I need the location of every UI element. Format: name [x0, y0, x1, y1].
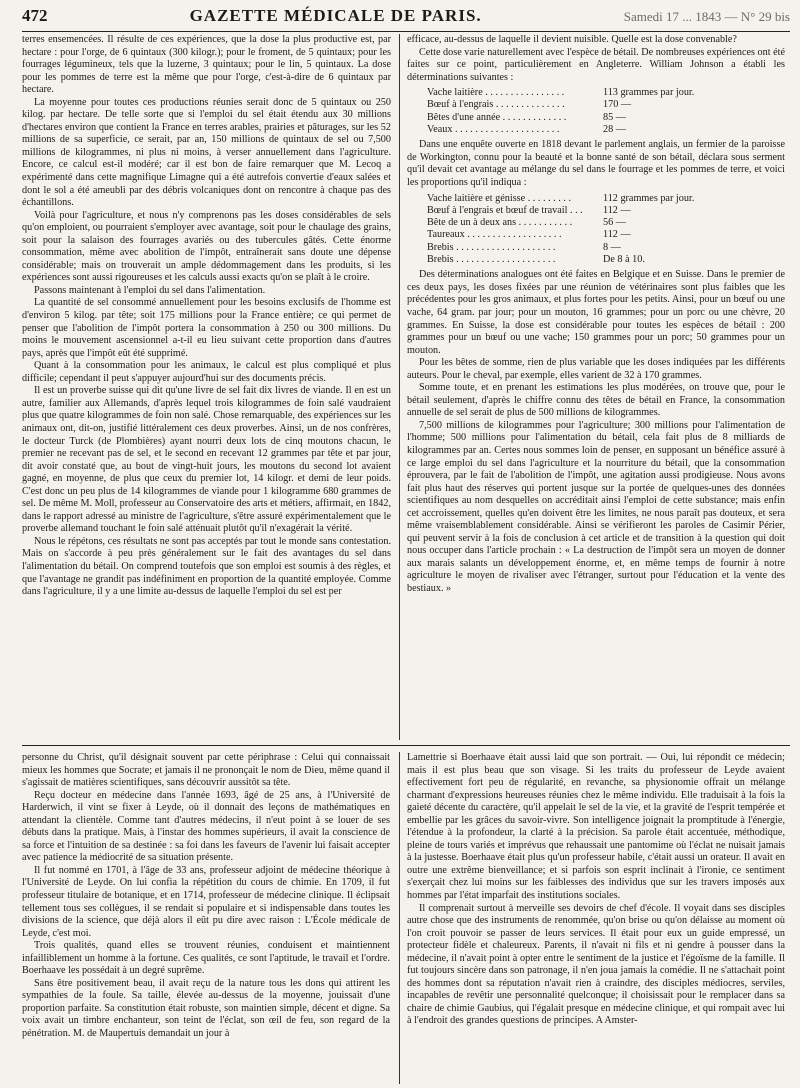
salt-dose-table-workington: [425, 193, 696, 267]
article-column-top-left: [22, 34, 391, 740]
table-cell: Bête de un à deux ans . . . . . . . . . . .: [427, 217, 573, 229]
table-cell: 112 —: [603, 204, 631, 216]
table-cell: 112 —: [603, 229, 631, 241]
table-cell: Bêtes d'une année . . . . . . . . . . . . .: [427, 111, 567, 123]
paragraph: Passons maintenant à l'emploi du sel dans l'alimentation.: [34, 284, 266, 296]
table-row: [425, 242, 696, 254]
paragraph: Quant à la consommation pour les animaux, le calcul est plus compliqué et plus difficile; cependant il peut s'appuyer aujourd'hui sur des documents précis.: [22, 360, 391, 384]
paragraph: Pour les bêtes de somme, rien de plus variable que les doses indiquées par les différents auteurs. Pour le cheval, par exemple, elles varient de 32 à 170 grammes.: [407, 357, 785, 381]
table-cell: 170 —: [603, 99, 632, 111]
table-cell: 28 —: [603, 124, 626, 136]
paragraph: Des déterminations analogues ont été faites en Belgique et en Suisse. Dans le premier de ces deux pays, les doses fixées par une réunion de vétérinaires sont plus faibles que les précédentes pour les gros animaux, et plus fortes pour les petits. Ainsi, pour un bœuf ou une vache, 64 gram. par jour; pour un mouton, 16 grammes; pour un porc ou une chèvre, 20 grammes. En Suisse, la dose est considérable pour toutes les espèces de bétail : 200 grammes pour un bœuf ou une vache; 150 grammes pour un porc; 50 grammes pour un mouton.: [407, 269, 785, 356]
journal-title: GAZETTE MÉDICALE DE PARIS.: [189, 6, 482, 25]
paragraph: Sans être positivement beau, il avait reçu de la nature tous les dons qui attirent les sympathies de la foule. Sa taille, élevée au-dessus de la moyenne, jouissait d'une proportion parfaite. Sa constitution était robuste, son maintien simple, décent et digne. Sa voix avait un timbre enchanteur, son teint de l'éclat, son œil de feu, son regard de la pénétration. M. de Maupertuis demandait un jour à: [22, 977, 390, 1040]
feuilleton-column-right: [407, 752, 785, 1086]
table-row: [425, 112, 696, 124]
table-cell: Bœuf à l'engrais . . . . . . . . . . . . . .: [427, 99, 565, 111]
page-number: 472: [22, 6, 48, 25]
table-cell: Brebis . . . . . . . . . . . . . . . . . . . .: [427, 254, 556, 266]
table-cell: Vache laitière . . . . . . . . . . . . . . . .: [427, 87, 565, 99]
paragraph: terres ensemencées. Il résulte de ces expériences, que la dose la plus productive est, par hectare : pour l'orge, de 6 quintaux (300 kilogr.); pour le froment, de 5 quintaux; pour les fourrages légumineux, tels que la luzerne, 3 quintaux; pour le lin, 5 quintaux. La dose pour les pommes de terre est la même que pour l'orge, c'est-à-dire de 6 quintaux par hectare.: [22, 34, 391, 96]
paragraph: Il est un proverbe suisse qui dit qu'une livre de sel fait dix livres de viande. Il en est un autre, familier aux Allemands, d'après lequel trois kilogrammes de foin salé vaudraient plus que quatre kilogrammes de foin non salé. Chose remarquable, des expériences sur les animaux ont, dit-on, justifié littéralement ces deux proverbes. Ainsi, un de nos confrères, le docteur Turck (de Plombières) ayant nourri deux lots de cinq moutons chacun, le premier ne recevant pas de sel, et le second en recevant 12 grammes par tête et par jour, dit avoir constaté que, au bout de vingt-huit jours, les moutons du second lot avaient gagné, en moyenne, de plus que ceux du premier lot, 14 kilogr. et demi de leur poids. C'est donc un peu plus de 14 kilogrammes de viande pour 1 kilogramme 680 grammes de sel. De même M. Moll, professeur au Conservatoire des arts et métiers, affirmait, en 1842, dans le rapport adressé au ministre de l'agriculture, s'être assuré expérimentalement que le proverbe allemand touchant le foin salé atténuait plutôt qu'il n'exagérait la vérité.: [22, 385, 391, 535]
column-divider: [399, 34, 400, 740]
feuilleton-column-left: [22, 752, 390, 1086]
table-cell: 112 grammes par jour.: [603, 192, 695, 204]
table-cell: 56 —: [603, 217, 626, 229]
table-row: [425, 217, 696, 229]
salt-dose-table-johnson: [425, 87, 696, 136]
column-divider: [399, 752, 400, 1084]
header-date-faded: Samedi 17 ... 1843 — N° 29 bis: [623, 9, 790, 24]
feuilleton-divider: [22, 745, 790, 746]
paragraph: Lamettrie si Boerhaave était aussi laid que son portrait. — Oui, lui répondit ce médecin; mais il est plus beau que son visage. Si les traits du professeur de Leyde avaient effectivement fort peu de régularité, en revanche, sa physionomie offrait un mélange charmant d'expressions heureuses réunies chez le même individu. Elle traduisait à la fois la gaieté décente du caractère, qu'il appelait le sel de la vie, et la gravité de l'esprit tempérée et embellie par les grâces du savoir-vivre. Son intelligence joignait la promptitude à l'énergie, l'étendue à la profondeur, la clarté à la précision. Sa parole était accentuée, méthodique, pleine de tours variés et imprévus que rehaussait une pantomime où l'éclat ne nuisait jamais à la justesse. Boerhaave était plus qu'un professeur habile, c'était aussi un orateur. Il avait en outre une extrême bienveillance; et si parfois son esprit inclinait à l'ironie, ce sentiment s'exerçait chez lui moins sur les faiblesses des individus que sur les travers imposés aux hommes par l'état imparfait des institutions sociales.: [407, 752, 785, 902]
paragraph: Dans une enquête ouverte en 1818 devant le parlement anglais, un fermier de la paroisse de Workington, connu pour la beauté et la bonne santé de son bétail, déclara sous serment qu'il devait cet avantage au mélange du sel dans le fourrage et les pommes de terre, et voici les proportions qu'il indiqua :: [407, 139, 785, 189]
table-cell: De 8 à 10.: [603, 254, 645, 266]
table-cell: Taureaux . . . . . . . . . . . . . . . . . . .: [427, 229, 562, 241]
paragraph: Cette dose varie naturellement avec l'espèce de bétail. De nombreuses expériences ont été faites sur ce point, particulièrement en Angleterre. William Johnson a établi les déterminations suivantes :: [407, 46, 785, 83]
paragraph: La quantité de sel consommé annuellement pour les besoins exclusifs de l'homme est d'environ 5 kilog. par tête; soit 175 millions pour la France entière; ce qui permet de penser que l'abolition de l'impôt portera la consommation à 250 ou 300 millions. Du moins le mouvement ascensionnel a-t-il eu lieu suivant cette proportion dans d'autres pays, après que l'impôt eût été supprimé.: [22, 297, 391, 359]
table-cell: 85 —: [603, 111, 626, 123]
table-row: [425, 87, 696, 99]
table-cell: 8 —: [603, 241, 621, 253]
table-cell: Veaux . . . . . . . . . . . . . . . . . . . . .: [427, 124, 560, 136]
table-row: [425, 254, 696, 266]
paragraph: Il fut nommé en 1701, à l'âge de 33 ans, professeur adjoint de médecine théorique à l'Université de Leyde. On lui confia la répétition du cours de chimie. En 1709, il fut professeur titulaire de botanique, et en 1714, professeur de médecine clinique. Il éclipsait tellement tous ses collègues, il se rendait si populaire et si indispensable dans toutes les divisions de la science, que déjà alors il eût pu dire avec raison : L'École médicale de Leyde, c'est moi.: [22, 864, 390, 939]
paragraph: 7,500 millions de kilogrammes pour l'agriculture; 300 millions pour l'alimentation de l'homme; 500 millions pour l'alimentation du bétail, cela fait plus de 8 milliards de kilogrammes par an. Certes nous sommes loin de penser, en supposant un bénéfice assuré à ce large emploi du sel dans l'agriculture et la nourriture du bétail, que la consommation éprouvera, par le fait de l'abolition de l'impôt, une agitation aussi prodigieuse. Nous avons fait plus haut des réserves qui portent jusque sur la portée de quelques-unes des données scientifiques au nom desquelles on accréditait ainsi l'emploi de cette substance; mais enfin cet accroissement, quelles qu'en doivent être les limites, ne nous paraît pas douteux, et sera même vraisemblablement considérable. Ainsi se vérifieront les paroles de Casimir Périer, qui peuvent servir à la fois de conclusion à cet article et de transition à la question qui doit nous occuper dans l'article prochain : « La destruction de l'impôt sera un moyen de donner aux marais salants un développement énorme, et, en même temps de fournir à notre agriculture le moyen de rivaliser avec l'étranger, surtout pour l'éducation et la vente des bestiaux. »: [407, 419, 785, 595]
page-header: [22, 6, 790, 28]
table-cell: 113 grammes par jour.: [603, 87, 695, 99]
table-row: [425, 205, 696, 217]
paragraph: efficace, au-dessus de laquelle il devient nuisible. Quelle est la dose convenable?: [407, 34, 737, 45]
paragraph: La moyenne pour toutes ces productions réunies serait donc de 5 quintaux ou 250 kilog. par hectare. De telle sorte que si l'emploi du sel était étendu aux 30 millions d'hectares environ que contient la France en terres arables, prairies et pâturages, sur les 52 millions de sa superficie, ce serait, par an, 150 millions de quintaux de sel ou 7,500 millions de kilogrammes, ni plus ni moins, à verser annuellement dans l'agriculture. Encore, ce calcul est-il modéré; car il est bon de faire remarquer que M. Lecoq a expérimenté dans cette magnifique Limagne qui a été autrefois convertie d'eaux salées et dont le sol a été ameubli par des débris volcaniques dont on rencontre à chaque pas des échantillons.: [22, 96, 391, 209]
table-cell: Bœuf à l'engrais et bœuf de travail . . .: [427, 204, 583, 216]
header-rule: [22, 31, 790, 32]
table-row: [425, 99, 696, 111]
paragraph: Trois qualités, quand elles se trouvent réunies, conduisent et maintiennent infailliblement un homme à la fortune. Ces qualités, ce sont l'aptitude, le travail et l'ordre. Boerhaave les possédait à un degré suprême.: [22, 940, 390, 977]
table-row: [425, 229, 696, 241]
paragraph: Reçu docteur en médecine dans l'année 1693, âgé de 25 ans, à l'Université de Harderwich, il vint se fixer à Leyde, où il donnait des leçons de mathématiques en attendant la clientèle. Comme tant d'autres médecins, il n'eut point à se louer de ses débuts dans la pratique. Mais, à l'instar des hommes supérieurs, il avait la conscience de sa force et l'intuition de sa destinée : sa foi dans les faveurs de l'avenir lui faisait accepter avec patience la médiocrité de sa situation présente.: [22, 789, 390, 864]
article-column-top-right: [407, 34, 785, 740]
paragraph: Il comprenait surtout à merveille ses devoirs de chef d'école. Il voyait dans ses disciples autre chose que des instruments de renommée, qu'on brise ou qu'on délaisse au moment où l'on croit pouvoir se passer de leurs services. Il était pour eux un guide empressé, un protecteur fidèle et chaleureux. Parents, il n'avait ni fils et ni gendre à pousser dans la médecine, il n'avait point à opter entre le sentiment de la justice et l'égoïsme de la famille. Il fut toujours sincère dans son patronage, il n'en joua jamais la comédie. Il ne s'attachait point des hommes dont sa réputation n'avait rien à craindre, des disciples médiocres, serviles, incapables de revêtir une personnalité quelconque; il choisissait pour le remplacer dans sa chaire de chimie Gaubius, qui l'égalait presque en médecine clinique, et qui rompait avec lui à l'endroit des grandes questions de principes. A Amster-: [407, 902, 785, 1027]
paragraph: personne du Christ, qu'il désignait souvent par cette périphrase : Celui qui connaissait mieux les hommes que Socrate; et jamais il ne prononçait le nom de Dieu, même quand il s'agissait de matières scientifiques, sans découvrir aussitôt sa tête.: [22, 752, 390, 789]
table-row: [425, 124, 696, 136]
table-cell: Brebis . . . . . . . . . . . . . . . . . . . .: [427, 241, 556, 253]
table-row: [425, 193, 696, 205]
paragraph: Somme toute, et en prenant les estimations les plus modérées, on trouve que, pour le bétail seulement, d'après le chiffre connu des têtes de bétail en France, la consommation annuelle de sel serait de plus de 500 millions de kilogrammes.: [407, 382, 785, 419]
table-cell: Vache laitière et génisse . . . . . . . . .: [427, 192, 571, 204]
paragraph: Nous le répétons, ces résultats ne sont pas acceptés par tout le monde sans contestation. Mais on s'accorde à peu près généralement sur le fait des avantages du sel dans l'alimentation du bétail. On comprend toutefois que son emploi est soumis à des règles, et que l'avantage ne grandit pas indéfiniment en proportion de la quantité employée. Comme dans l'agriculture, il y a une limite au-dessus de laquelle l'emploi du sel est per: [22, 535, 391, 598]
paragraph: Voilà pour l'agriculture, et nous n'y comprenons pas les doses considérables de sels qu'on emploient, ou pourraient s'employer avec avantage, soit pour le chaulage des grains, soit pour la salaison des fourrages avariés ou des tubercules gâtés. Cette énorme consommation, même avec abolition de l'impôt, entraînerait sans doute une dépense considérable; mais on trouverait un ample dédommagement dans les produits, si les expériences sont aussi rigoureuses et les calculs aussi exacts qu'on se plaît à le croire.: [22, 209, 391, 284]
